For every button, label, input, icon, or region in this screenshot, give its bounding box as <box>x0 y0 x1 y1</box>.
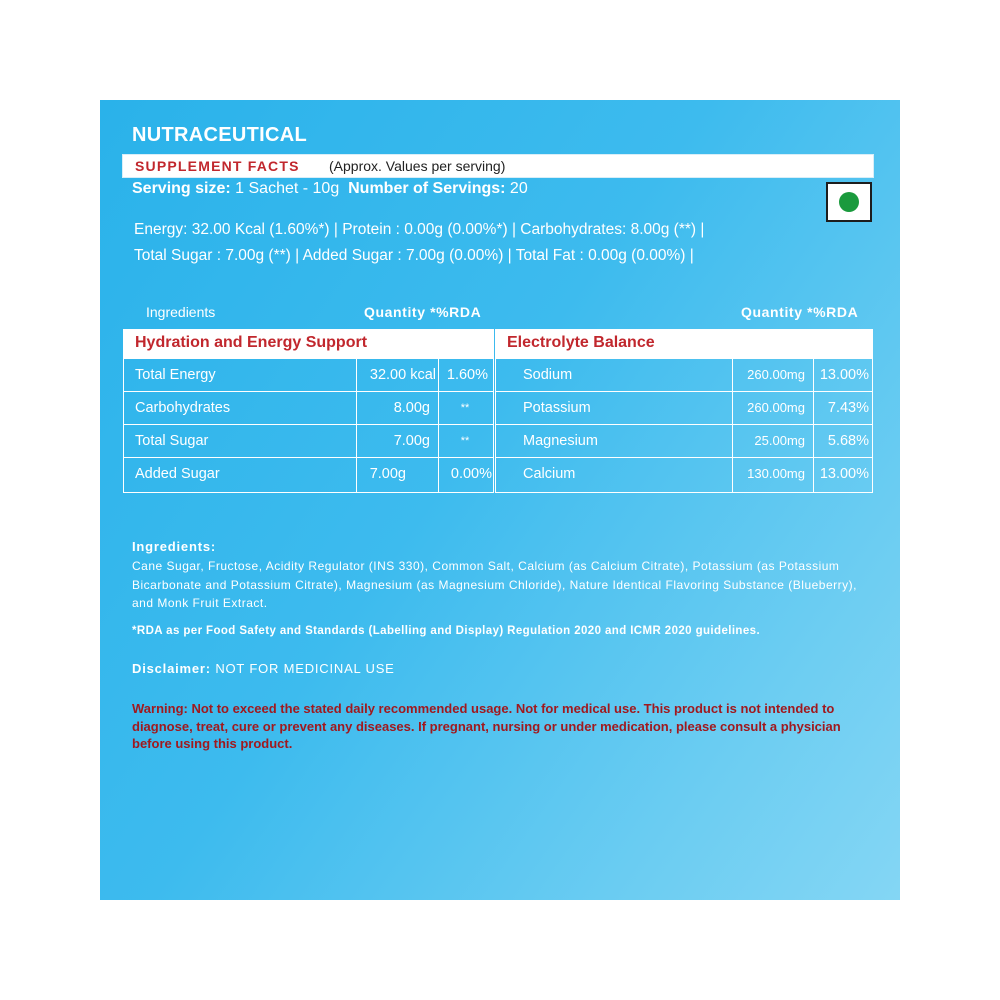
nutrient-rda: 5.68% <box>827 433 869 449</box>
veg-dot <box>839 192 859 212</box>
nutrient-name: Calcium <box>523 466 576 482</box>
serving-size-label: Serving size: <box>132 180 231 197</box>
table-row <box>496 391 872 424</box>
nutrient-name: Carbohydrates <box>135 400 231 416</box>
nutrient-rda: 0.00% <box>450 466 492 482</box>
supplement-facts-panel <box>100 100 900 900</box>
nutrient-rda: 13.00% <box>819 466 869 482</box>
nutrient-rda: 7.43% <box>827 400 869 416</box>
nutrient-quantity: 7.00g <box>393 433 430 449</box>
supplement-facts-label: SUPPLEMENT FACTS <box>135 158 300 174</box>
table-row <box>124 457 493 490</box>
nutrient-name: Magnesium <box>523 433 598 449</box>
warning-text: Warning: Not to exceed the stated daily recommended usage. Not for medical use. This product is not intended to diagnose, treat, cure or prevent any diseases. If pregnant, nursing or under medication, please consult a physician before using this product. <box>132 701 841 751</box>
table-title-bar <box>124 330 493 358</box>
table-row <box>496 457 872 490</box>
nutrient-rda: ** <box>460 402 470 414</box>
nutrient-quantity: 25.00mg <box>754 433 805 448</box>
nutrient-quantity: 260.00mg <box>747 367 805 382</box>
disclaimer-label: Disclaimer: <box>132 661 211 676</box>
ingredients-text: Cane Sugar, Fructose, Acidity Regulator (INS 330), Common Salt, Calcium (as Calcium Citrate), Potassium (as Potassium Bicarbonate and Potassium Citrate), Magnesium (as Magnesium Chloride), Nature Identical Flavoring Substance (Blueberry), and Monk Fruit Extract. <box>132 559 857 610</box>
nutrient-name: Total Energy <box>135 367 216 383</box>
nutrient-name: Sodium <box>523 367 573 383</box>
quantity-rda-header-right: Quantity *%RDA <box>741 304 859 320</box>
electrolyte-balance-table <box>495 329 873 493</box>
table-title: Hydration and Energy Support <box>135 334 368 351</box>
nutrient-rda: ** <box>460 435 470 447</box>
brand-title: NUTRACEUTICAL <box>132 124 307 146</box>
supplement-facts-bar <box>122 154 874 178</box>
nutrient-name: Total Sugar <box>135 433 209 449</box>
disclaimer <box>132 661 395 676</box>
energy-summary <box>134 217 704 269</box>
nutrient-quantity: 130.00mg <box>747 466 805 481</box>
nutrient-rda: 1.60% <box>446 367 488 383</box>
table-title: Electrolyte Balance <box>507 334 655 351</box>
nutrient-quantity: 260.00mg <box>747 400 805 415</box>
nutrient-quantity: 7.00g <box>369 466 406 482</box>
quantity-rda-header-left: Quantity *%RDA <box>364 304 482 320</box>
nutrient-name: Potassium <box>523 400 591 416</box>
table-row <box>496 358 872 391</box>
table-row <box>124 391 493 424</box>
servings-count-label: Number of Servings: <box>348 180 506 197</box>
servings-count-value: 20 <box>505 180 528 197</box>
rda-footnote: *RDA as per Food Safety and Standards (Labelling and Display) Regulation 2020 and ICMR 2020 guidelines. <box>132 625 761 637</box>
ingredients-column-header: Ingredients <box>146 304 216 320</box>
nutrient-quantity: 8.00g <box>393 400 430 416</box>
nutrient-rda: 13.00% <box>819 367 869 383</box>
nutrient-name: Added Sugar <box>135 466 220 482</box>
table-title-bar <box>496 330 872 358</box>
energy-summary-line-1: Energy: 32.00 Kcal (1.60%*) | Protein : 0.00g (0.00%*) | Carbohydrates: 8.00g (**) | <box>134 221 705 238</box>
table-row <box>124 358 493 391</box>
serving-size-value: 1 Sachet - 10g <box>230 180 340 197</box>
table-row <box>124 424 493 457</box>
nutrient-quantity: 32.00 kcal <box>369 367 436 383</box>
table-row <box>496 424 872 457</box>
energy-summary-line-2: Total Sugar : 7.00g (**) | Added Sugar : 7.00g (0.00%) | Total Fat : 0.00g (0.00%) | <box>134 247 694 264</box>
serving-info <box>132 180 528 198</box>
disclaimer-text: NOT FOR MEDICINAL USE <box>210 661 395 676</box>
supplement-facts-note: (Approx. Values per serving) <box>329 158 506 174</box>
ingredients-heading: Ingredients: <box>132 539 216 554</box>
vegetarian-mark-icon <box>826 182 872 222</box>
hydration-energy-table <box>123 329 494 493</box>
